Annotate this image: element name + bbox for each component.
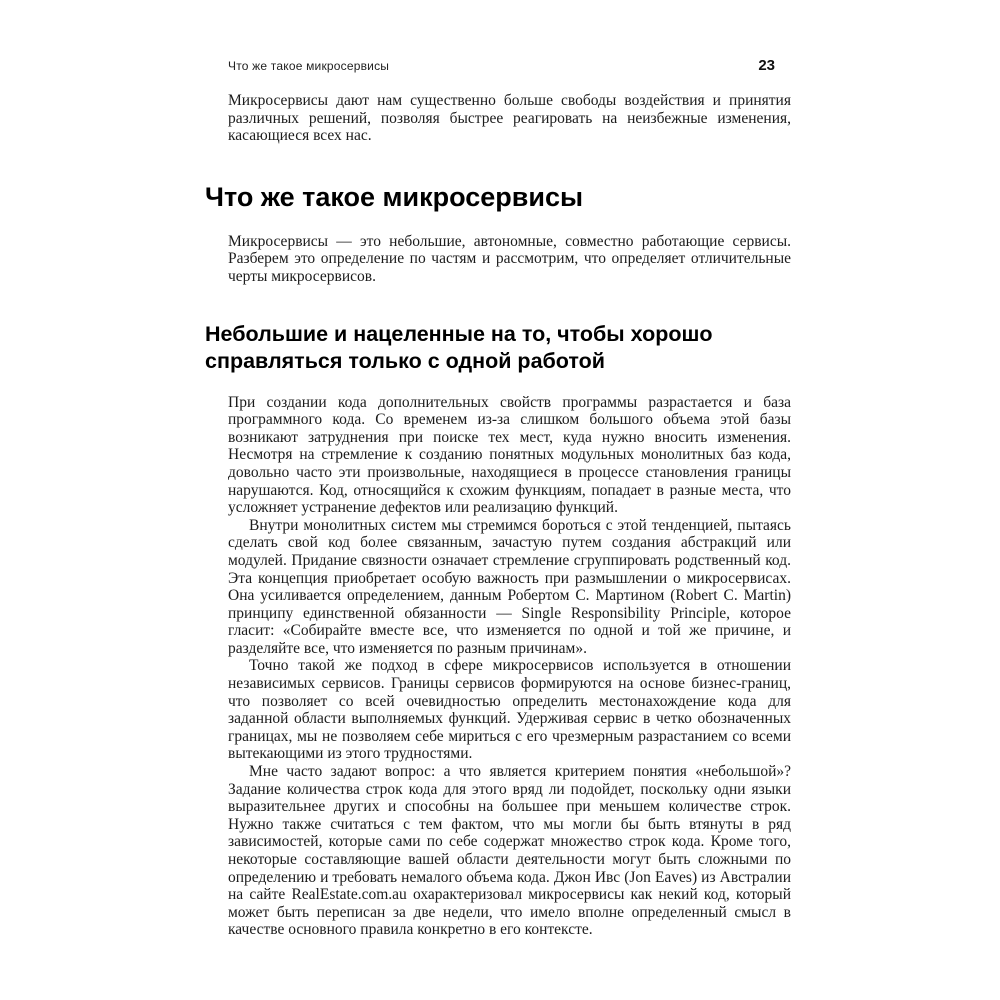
intro-paragraph: Микросервисы дают нам существенно больше свободы воздействия и принятия различных решений, позволяя быстрее реагировать на неизбежные изменения, касающиеся всех нас. (228, 92, 791, 145)
paragraph: При создании кода дополнительных свойств программы разрастается и база программного кода. Со временем из-за слишком большого объема этой базы возникают затруднения при поиске тех мест, куда нужно вносить изменения. Несмотря на стремление к созданию понятных модульных монолитных баз кода, довольно часто эти произвольные, находящиеся в процессе становления границы нарушаются. Код, относящийся к схожим функциям, попадает в разные места, что усложняет устранение дефектов или реализацию функций. (228, 393, 791, 517)
chapter-heading: Что же такое микросервисы (205, 181, 584, 212)
paragraph: Точно такой же подход в сфере микросервисов используется в отношении независимых сервисов. Границы сервисов формируются на основе бизнес-границ, что позволяет со всей очевидностью определить местонахождение кода для заданной области выполняемых функций. Удерживая сервис в четко обозначенных границах, мы не позволяем себе мириться с его чрезмерным разрастанием со всеми вытекающими из этого трудностями. (228, 657, 791, 763)
paragraph: Мне часто задают вопрос: а что является критерием понятия «небольшой»? Задание количества строк кода для этого вряд ли подойдет, поскольку одни языки выразительнее других и способны на большее при меньшем количестве строк. Нужно также считаться с тем фактом, что мы могли бы быть втянуты в ряд зависимостей, которые сами по себе содержат множество строк кода. Кроме того, некоторые составляющие вашей области деятельности могут быть сложными по определению и требовать немалого объема кода. Джон Ивс (Jon Eaves) из Австралии на сайте RealEstate.com.au охарактеризовал микросервисы как некий код, который может быть переписан за две недели, что имело вполне определенный смысл в качестве основного правила конкретно в его контексте. (228, 763, 791, 939)
section-heading: Небольшие и нацеленные на то, чтобы хорошо справляться только с одной работой (205, 321, 713, 373)
page-header (228, 57, 775, 74)
chapter-intro-paragraph: Микросервисы — это небольшие, автономные, совместно работающие сервисы. Разберем это определение по частям и рассмотрим, что определяет отличительные черты микросервисов. (228, 232, 791, 285)
running-head-title: Что же такое микросервисы (228, 59, 390, 73)
page-content (205, 92, 791, 939)
page-number: 23 (758, 57, 775, 74)
paragraph: Внутри монолитных систем мы стремимся бороться с этой тенденцией, пытаясь сделать свой код более связанным, зачастую путем создания абстракций или модулей. Придание связности означает стремление сгруппировать родственный код. Эта концепция приобретает особую важность при размышлении о микросервисах. Она усиливается определением, данным Робертом С. Мартином (Robert C. Martin) принципу единственной обязанности — Single Responsibility Principle, которое гласит: «Собирайте вместе все, что изменяется по одной и той же причине, и разделяйте все, что изменяется по разным причинам». (228, 516, 791, 657)
